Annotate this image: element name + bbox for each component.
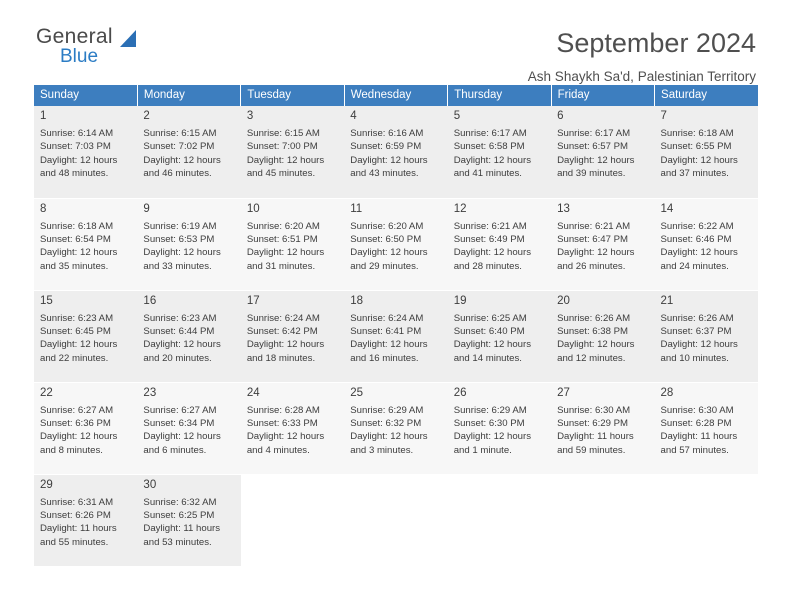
calendar-day-cell[interactable] bbox=[655, 106, 758, 198]
day-detail-line: and 39 minutes. bbox=[557, 168, 626, 180]
calendar-day-cell[interactable] bbox=[448, 382, 551, 474]
day-detail-line: and 26 minutes. bbox=[557, 260, 626, 272]
day-detail-line: Daylight: 12 hours bbox=[40, 431, 118, 443]
day-detail-line: Sunset: 6:54 PM bbox=[40, 233, 111, 245]
day-detail-line: Daylight: 12 hours bbox=[453, 339, 532, 351]
day-number: 15 bbox=[40, 294, 53, 307]
day-detail-line: Sunset: 6:38 PM bbox=[557, 325, 629, 337]
day-number: 30 bbox=[143, 478, 157, 491]
day-detail-line: Sunset: 6:57 PM bbox=[557, 141, 629, 153]
day-number: 10 bbox=[246, 202, 260, 215]
day-number: 23 bbox=[143, 386, 157, 399]
weekday-header-friday: Friday bbox=[551, 85, 654, 106]
day-detail-line: Daylight: 12 hours bbox=[350, 154, 428, 166]
day-detail-line: Daylight: 12 hours bbox=[557, 339, 635, 351]
day-detail-line: Sunrise: 6:18 AM bbox=[40, 220, 114, 232]
day-number: 14 bbox=[660, 202, 674, 215]
day-detail-line: Sunset: 6:51 PM bbox=[246, 233, 318, 245]
day-detail-line: Daylight: 12 hours bbox=[246, 247, 325, 259]
day-number: 29 bbox=[40, 478, 53, 491]
weekday-header-thursday: Thursday bbox=[448, 85, 551, 106]
day-detail-line: Daylight: 12 hours bbox=[143, 339, 221, 351]
day-detail-line: Sunset: 6:58 PM bbox=[453, 141, 525, 153]
calendar-day-cell[interactable] bbox=[551, 198, 654, 290]
weekday-header-saturday: Saturday bbox=[655, 85, 758, 106]
day-detail-line: Daylight: 12 hours bbox=[40, 339, 118, 351]
calendar-day-empty bbox=[241, 474, 344, 566]
calendar-day-cell[interactable] bbox=[34, 198, 137, 290]
day-detail-line: Daylight: 12 hours bbox=[557, 247, 635, 259]
day-detail-line: Sunrise: 6:18 AM bbox=[660, 128, 734, 139]
day-detail-line: and 31 minutes. bbox=[246, 260, 316, 272]
calendar-day-empty bbox=[344, 474, 447, 566]
day-number: 22 bbox=[40, 386, 53, 399]
day-detail-line: Sunset: 6:32 PM bbox=[350, 417, 422, 429]
day-detail-line: Daylight: 12 hours bbox=[557, 154, 635, 166]
day-detail-line: Sunset: 6:53 PM bbox=[143, 233, 215, 245]
day-detail-line: and 43 minutes. bbox=[350, 168, 419, 180]
day-detail-line: and 14 minutes. bbox=[453, 352, 522, 364]
day-detail-line: Sunset: 6:40 PM bbox=[453, 325, 525, 337]
calendar-day-cell[interactable] bbox=[551, 106, 654, 198]
day-detail-line: and 35 minutes. bbox=[40, 260, 109, 272]
day-detail-line: Sunrise: 6:21 AM bbox=[557, 220, 631, 232]
day-detail-line: Daylight: 12 hours bbox=[453, 431, 532, 443]
day-detail-line: Sunrise: 6:30 AM bbox=[660, 404, 734, 416]
day-number: 16 bbox=[143, 294, 157, 307]
day-number: 5 bbox=[453, 110, 461, 122]
day-detail-line: and 8 minutes. bbox=[40, 444, 103, 456]
calendar-week-row bbox=[34, 474, 758, 566]
day-detail-line: Sunrise: 6:23 AM bbox=[40, 312, 114, 324]
day-number: 17 bbox=[246, 294, 260, 307]
day-detail-line: Sunset: 6:28 PM bbox=[660, 417, 732, 429]
day-detail-line: Daylight: 12 hours bbox=[143, 247, 221, 259]
day-detail-line: Sunset: 6:50 PM bbox=[350, 233, 422, 245]
calendar-day-cell[interactable] bbox=[137, 474, 240, 566]
day-detail-line: and 28 minutes. bbox=[453, 260, 522, 272]
day-detail-line: Sunrise: 6:21 AM bbox=[453, 220, 527, 232]
day-detail-line: and 37 minutes. bbox=[660, 168, 729, 180]
calendar-day-cell[interactable] bbox=[655, 382, 758, 474]
day-detail-line: Sunrise: 6:30 AM bbox=[557, 404, 631, 416]
day-detail-line: Sunrise: 6:20 AM bbox=[246, 220, 320, 232]
day-detail-line: Sunset: 6:33 PM bbox=[246, 417, 318, 429]
day-detail-line: and 29 minutes. bbox=[350, 260, 419, 272]
calendar-day-cell[interactable] bbox=[551, 290, 654, 382]
day-detail-line: Sunrise: 6:25 AM bbox=[453, 312, 527, 324]
calendar-day-cell[interactable] bbox=[241, 106, 344, 198]
day-detail-line: Sunrise: 6:28 AM bbox=[246, 404, 320, 416]
weekday-header-sunday: Sunday bbox=[34, 85, 137, 106]
day-detail-line: Sunset: 6:49 PM bbox=[453, 233, 525, 245]
day-detail-line: Sunrise: 6:24 AM bbox=[350, 312, 424, 324]
day-detail-line: Daylight: 12 hours bbox=[246, 154, 325, 166]
day-detail-line: Daylight: 12 hours bbox=[350, 247, 428, 259]
day-number: 9 bbox=[143, 202, 150, 215]
day-detail-line: Daylight: 11 hours bbox=[40, 523, 117, 535]
day-number: 27 bbox=[557, 386, 570, 399]
calendar-day-cell[interactable] bbox=[551, 382, 654, 474]
day-detail-line: Daylight: 12 hours bbox=[40, 247, 118, 259]
calendar-day-cell[interactable] bbox=[137, 290, 240, 382]
day-number: 4 bbox=[350, 110, 357, 122]
day-detail-line: and 33 minutes. bbox=[143, 260, 212, 272]
day-detail-line: Daylight: 11 hours bbox=[143, 523, 221, 535]
day-number: 12 bbox=[453, 202, 467, 215]
day-number: 6 bbox=[557, 110, 564, 122]
calendar-day-cell[interactable] bbox=[241, 198, 344, 290]
day-detail-line: and 18 minutes. bbox=[246, 352, 316, 364]
day-detail-line: Sunrise: 6:16 AM bbox=[350, 128, 424, 139]
day-detail-line: and 4 minutes. bbox=[246, 444, 310, 456]
day-detail-line: Daylight: 12 hours bbox=[350, 431, 428, 443]
day-detail-line: Sunrise: 6:31 AM bbox=[40, 496, 114, 508]
day-detail-line: Sunrise: 6:26 AM bbox=[557, 312, 631, 324]
day-number: 25 bbox=[350, 386, 364, 399]
logo-triangle-icon bbox=[120, 30, 136, 47]
calendar-day-empty bbox=[448, 474, 551, 566]
day-detail-line: Daylight: 12 hours bbox=[453, 154, 532, 166]
day-detail-line: Sunset: 6:42 PM bbox=[246, 325, 318, 337]
day-detail-line: Sunset: 6:34 PM bbox=[143, 417, 215, 429]
day-detail-line: and 10 minutes. bbox=[660, 352, 729, 364]
day-detail-line: Sunrise: 6:24 AM bbox=[246, 312, 320, 324]
calendar-table bbox=[34, 85, 758, 567]
calendar-day-cell[interactable] bbox=[344, 382, 447, 474]
day-detail-line: Sunset: 6:45 PM bbox=[40, 325, 111, 337]
page-title: September 2024 bbox=[556, 28, 756, 58]
day-detail-line: Daylight: 11 hours bbox=[660, 431, 738, 443]
day-detail-line: Sunrise: 6:22 AM bbox=[660, 220, 734, 232]
day-detail-line: Sunset: 6:55 PM bbox=[660, 141, 732, 153]
day-detail-line: and 16 minutes. bbox=[350, 352, 419, 364]
calendar-day-cell[interactable] bbox=[34, 474, 137, 566]
location-subtitle: Ash Shaykh Sa'd, Palestinian Territory bbox=[527, 69, 756, 84]
day-detail-line: Sunrise: 6:14 AM bbox=[40, 128, 114, 139]
day-detail-line: Daylight: 12 hours bbox=[246, 339, 325, 351]
day-detail-line: and 46 minutes. bbox=[143, 168, 212, 180]
calendar-day-cell[interactable] bbox=[344, 198, 447, 290]
day-number: 24 bbox=[246, 386, 260, 399]
day-detail-line: Sunset: 6:25 PM bbox=[143, 509, 215, 521]
calendar-day-cell[interactable] bbox=[137, 106, 240, 198]
weekday-header-monday: Monday bbox=[137, 85, 240, 106]
calendar-day-cell[interactable] bbox=[137, 382, 240, 474]
day-detail-line: Sunset: 7:02 PM bbox=[143, 141, 215, 153]
day-number: 28 bbox=[660, 386, 674, 399]
day-detail-line: and 48 minutes. bbox=[40, 168, 109, 180]
day-detail-line: Sunrise: 6:20 AM bbox=[350, 220, 424, 232]
logo-text-blue: Blue bbox=[60, 46, 99, 67]
day-detail-line: and 3 minutes. bbox=[350, 444, 414, 456]
calendar-week-row bbox=[34, 290, 758, 382]
logo bbox=[34, 26, 164, 67]
day-detail-line: Sunrise: 6:29 AM bbox=[350, 404, 424, 416]
day-detail-line: Sunset: 6:47 PM bbox=[557, 233, 629, 245]
day-detail-line: Sunrise: 6:15 AM bbox=[143, 128, 217, 139]
day-number: 2 bbox=[143, 110, 150, 122]
day-detail-line: Sunset: 6:59 PM bbox=[350, 141, 422, 153]
day-detail-line: Sunset: 6:29 PM bbox=[557, 417, 629, 429]
calendar-day-cell[interactable] bbox=[448, 290, 551, 382]
calendar-day-cell[interactable] bbox=[655, 290, 758, 382]
day-detail-line: Sunrise: 6:32 AM bbox=[143, 496, 217, 508]
calendar-day-cell[interactable] bbox=[34, 290, 137, 382]
day-number: 21 bbox=[660, 294, 674, 307]
day-detail-line: Daylight: 12 hours bbox=[660, 247, 738, 259]
day-detail-line: Daylight: 12 hours bbox=[246, 431, 325, 443]
day-number: 8 bbox=[40, 202, 47, 215]
calendar-day-cell[interactable] bbox=[448, 106, 551, 198]
day-detail-line: Daylight: 12 hours bbox=[143, 154, 221, 166]
day-detail-line: Sunset: 7:03 PM bbox=[40, 141, 111, 153]
day-detail-line: Sunset: 6:30 PM bbox=[453, 417, 525, 429]
day-number: 20 bbox=[557, 294, 570, 307]
day-number: 1 bbox=[40, 110, 47, 122]
day-detail-line: and 53 minutes. bbox=[143, 536, 212, 548]
day-detail-line: Daylight: 11 hours bbox=[557, 431, 634, 443]
weekday-header-tuesday: Tuesday bbox=[241, 85, 344, 106]
day-detail-line: Daylight: 12 hours bbox=[40, 154, 118, 166]
day-detail-line: and 59 minutes. bbox=[557, 444, 626, 456]
calendar-week-row bbox=[34, 198, 758, 290]
day-detail-line: Sunrise: 6:15 AM bbox=[246, 128, 320, 139]
day-detail-line: and 22 minutes. bbox=[40, 352, 109, 364]
calendar-day-cell[interactable] bbox=[344, 106, 447, 198]
day-number: 13 bbox=[557, 202, 570, 215]
calendar-day-cell[interactable] bbox=[344, 290, 447, 382]
day-number: 18 bbox=[350, 294, 364, 307]
weekday-header-wednesday: Wednesday bbox=[344, 85, 447, 106]
calendar-week-row bbox=[34, 382, 758, 474]
day-number: 11 bbox=[350, 202, 363, 215]
day-detail-line: Sunrise: 6:19 AM bbox=[143, 220, 217, 232]
day-number: 7 bbox=[660, 110, 667, 122]
day-detail-line: Sunrise: 6:23 AM bbox=[143, 312, 217, 324]
day-detail-line: and 41 minutes. bbox=[453, 168, 522, 180]
day-detail-line: Sunset: 6:36 PM bbox=[40, 417, 111, 429]
calendar-day-cell[interactable] bbox=[34, 106, 137, 198]
day-detail-line: Daylight: 12 hours bbox=[660, 339, 738, 351]
day-number: 3 bbox=[246, 110, 254, 122]
day-detail-line: Sunrise: 6:26 AM bbox=[660, 312, 734, 324]
calendar-day-empty bbox=[551, 474, 654, 566]
day-detail-line: and 57 minutes. bbox=[660, 444, 729, 456]
day-detail-line: Sunrise: 6:29 AM bbox=[453, 404, 527, 416]
calendar-day-empty bbox=[655, 474, 758, 566]
day-detail-line: and 45 minutes. bbox=[246, 168, 316, 180]
calendar-day-cell[interactable] bbox=[34, 382, 137, 474]
day-detail-line: Sunrise: 6:27 AM bbox=[143, 404, 217, 416]
day-detail-line: Sunset: 6:37 PM bbox=[660, 325, 732, 337]
calendar-day-cell[interactable] bbox=[655, 198, 758, 290]
day-number: 26 bbox=[453, 386, 467, 399]
day-number: 19 bbox=[453, 294, 467, 307]
logo-text-general: General bbox=[36, 25, 113, 48]
page-header bbox=[34, 0, 758, 84]
day-detail-line: Sunset: 7:00 PM bbox=[246, 141, 318, 153]
calendar-day-cell[interactable] bbox=[241, 290, 344, 382]
calendar-day-cell[interactable] bbox=[448, 198, 551, 290]
day-detail-line: Sunset: 6:41 PM bbox=[350, 325, 422, 337]
day-detail-line: and 1 minute. bbox=[453, 444, 512, 456]
day-detail-line: and 55 minutes. bbox=[40, 536, 109, 548]
day-detail-line: Sunset: 6:46 PM bbox=[660, 233, 732, 245]
day-detail-line: and 20 minutes. bbox=[143, 352, 212, 364]
day-detail-line: and 6 minutes. bbox=[143, 444, 207, 456]
day-detail-line: Sunrise: 6:17 AM bbox=[453, 128, 527, 139]
day-detail-line: and 12 minutes. bbox=[557, 352, 626, 364]
day-detail-line: Sunset: 6:26 PM bbox=[40, 509, 111, 521]
day-detail-line: Daylight: 12 hours bbox=[660, 154, 738, 166]
calendar-week-row bbox=[34, 106, 758, 198]
day-detail-line: Sunrise: 6:27 AM bbox=[40, 404, 114, 416]
weekday-header-row bbox=[34, 85, 758, 106]
day-detail-line: Sunset: 6:44 PM bbox=[143, 325, 215, 337]
day-detail-line: and 24 minutes. bbox=[660, 260, 729, 272]
day-detail-line: Daylight: 12 hours bbox=[143, 431, 221, 443]
calendar-day-cell[interactable] bbox=[137, 198, 240, 290]
calendar-day-cell[interactable] bbox=[241, 382, 344, 474]
day-detail-line: Daylight: 12 hours bbox=[453, 247, 532, 259]
title-block bbox=[528, 26, 758, 85]
day-detail-line: Daylight: 12 hours bbox=[350, 339, 428, 351]
day-detail-line: Sunrise: 6:17 AM bbox=[557, 128, 631, 139]
